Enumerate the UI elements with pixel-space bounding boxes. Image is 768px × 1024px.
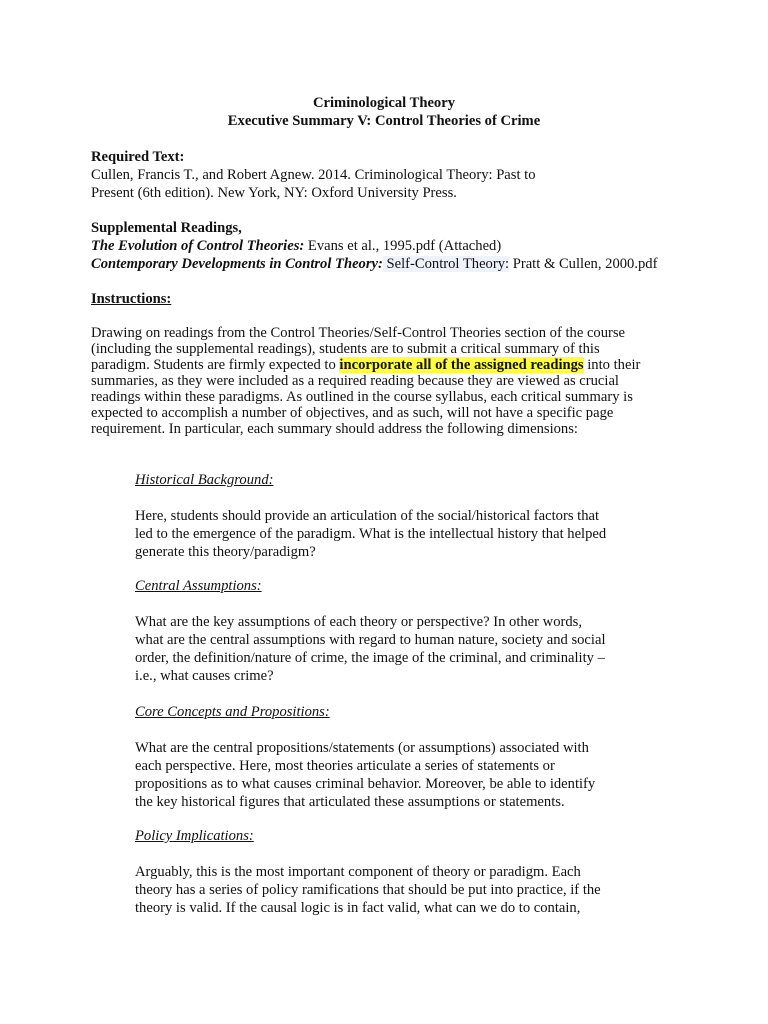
policy-line-1: Arguably, this is the most important component of theory or paradigm. Each (135, 864, 581, 880)
instructions-line-7: requirement. In particular, each summary should address the following dimensions: (91, 421, 578, 437)
supplemental-item-2-title: Contemporary Developments in Control Theory: (91, 256, 383, 272)
supplemental-item-2-source: Pratt & Cullen, 2000.pdf (509, 256, 658, 272)
historical-line-3: generate this theory/paradigm? (135, 544, 316, 560)
instructions-line-6: expected to accomplish a number of objectives, and as such, will not have a specific page (91, 405, 614, 421)
instructions-heading: Instructions: (91, 291, 172, 307)
highlighted-requirement: incorporate all of the assigned readings (339, 357, 584, 373)
supplemental-item-2 (91, 255, 691, 273)
required-text-line-2: Present (6th edition). New York, NY: Oxford University Press. (91, 185, 457, 201)
historical-line-1: Here, students should provide an articulation of the social/historical factors that (135, 508, 600, 524)
core-concepts-heading: Core Concepts and Propositions: (135, 704, 330, 720)
policy-implications-heading: Policy Implications: (135, 828, 254, 844)
supplemental-item-1 (91, 237, 691, 255)
supplemental-heading: Supplemental Readings, (91, 220, 242, 236)
assumptions-line-3: order, the definition/nature of crime, the image of the criminal, and criminality – (135, 650, 605, 666)
supplemental-item-1-title: The Evolution of Control Theories: (91, 238, 305, 254)
historical-background-section (135, 471, 655, 561)
concepts-line-2: each perspective. Here, most theories articulate a series of statements or (135, 758, 555, 774)
assumptions-line-2: what are the central assumptions with regard to human nature, society and social (135, 632, 606, 648)
central-assumptions-section (135, 577, 655, 685)
central-assumptions-heading: Central Assumptions: (135, 578, 262, 594)
concepts-line-1: What are the central propositions/statements (or assumptions) associated with (135, 740, 589, 756)
document-title: Criminological Theory (312, 95, 455, 111)
required-text-heading: Required Text: (91, 149, 185, 165)
document-subtitle: Executive Summary V: Control Theories of Crime (227, 113, 541, 129)
assumptions-line-1: What are the key assumptions of each theory or perspective? In other words, (135, 614, 582, 630)
concepts-line-3: propositions as to what causes criminal behavior. Moreover, be able to identify (135, 776, 596, 792)
policy-line-2: theory has a series of policy ramifications that should be put into practice, if the (135, 882, 601, 898)
supplemental-item-1-source: Evans et al., 1995.pdf (Attached) (304, 238, 502, 254)
instructions-line-4: summaries, as they were included as a required reading because they are viewed as crucial (91, 373, 619, 389)
policy-line-3: theory is valid. If the causal logic is in fact valid, what can we do to contain, (135, 900, 581, 916)
self-control-theory-link[interactable]: Self-Control Theory: (382, 256, 510, 272)
instructions-line-3-start: paradigm. Students are firmly expected to (91, 357, 340, 373)
historical-background-heading: Historical Background: (135, 472, 274, 488)
concepts-line-4: the key historical figures that articulated these assumptions or statements. (135, 794, 565, 810)
instructions-line-1: Drawing on readings from the Control Theories/Self-Control Theories section of the course (91, 325, 626, 341)
core-concepts-section (135, 703, 655, 811)
policy-implications-section (135, 827, 655, 917)
required-text-section (91, 148, 691, 202)
required-text-line-1: Cullen, Francis T., and Robert Agnew. 2014. Criminological Theory: Past to (91, 167, 536, 183)
instructions-line-5: readings within these paradigms. As outlined in the course syllabus, each critical summary is (91, 389, 633, 405)
instructions-line-3-end: into their (583, 357, 641, 373)
instructions-line-2: (including the supplemental readings), students are to submit a critical summary of this (91, 341, 600, 357)
assumptions-line-4: i.e., what causes crime? (135, 668, 274, 684)
supplemental-readings-section (91, 219, 691, 273)
instructions-section (91, 290, 691, 438)
historical-line-2: led to the emergence of the paradigm. What is the intellectual history that helped (135, 526, 607, 542)
